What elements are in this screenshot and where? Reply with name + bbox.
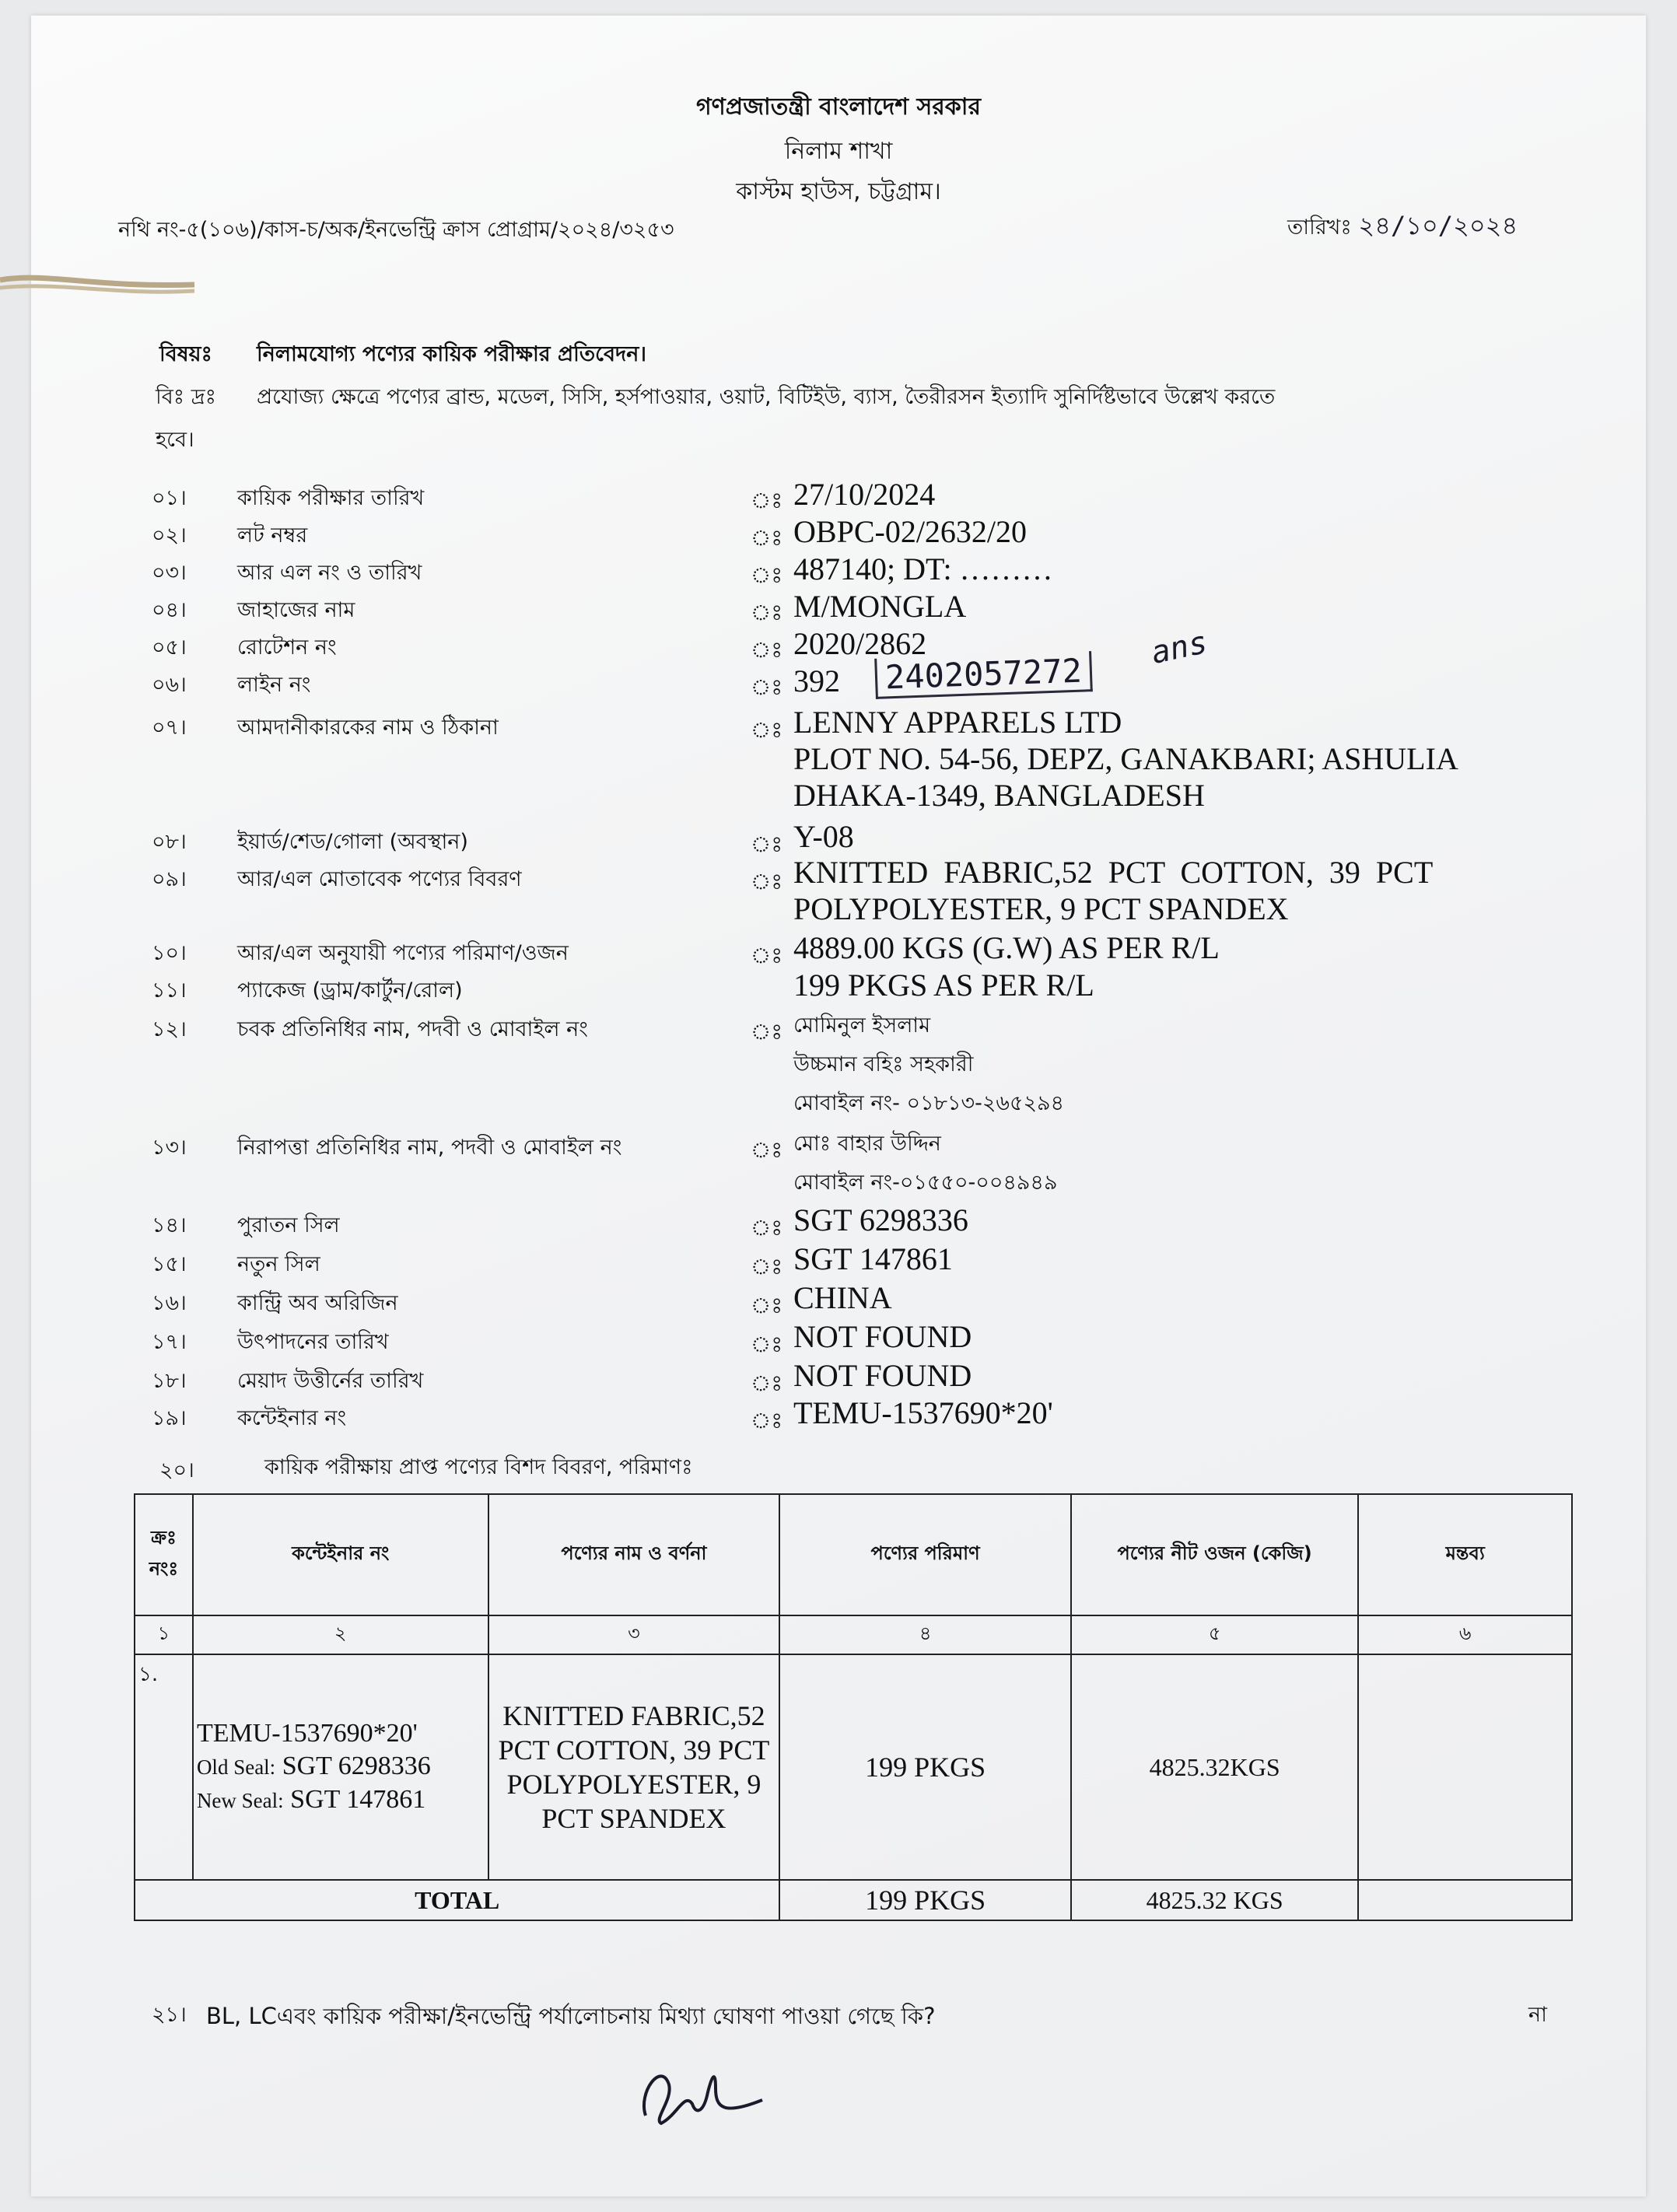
header-quantity: পণ্যের পরিমাণ — [779, 1494, 1070, 1615]
row-colon: ঃ — [751, 600, 783, 625]
header-container: কন্টেইনার নং — [193, 1494, 488, 1615]
container-number: TEMU-1537690*20' — [196, 1719, 418, 1748]
package-value: 199 PKGS AS PER R/L — [793, 968, 1094, 1003]
row-remarks — [1358, 1654, 1572, 1880]
header-net-weight: পণ্যের নীট ওজন (কেজি) — [1071, 1494, 1359, 1615]
lot-number-value: OBPC-02/2632/20 — [793, 514, 1028, 549]
row-colon: ঃ — [751, 1370, 783, 1396]
date-field — [1287, 206, 1518, 248]
row-label: পুরাতন সিল — [237, 1213, 340, 1237]
rotation-number-value: 2020/2862 — [793, 626, 927, 661]
total-net-weight: 4825.32 KGS — [1071, 1880, 1359, 1920]
row-label: নতুন সিল — [237, 1252, 320, 1276]
row-number: ১৬। — [152, 1291, 187, 1315]
subject-text: নিলামযোগ্য পণ্যের কায়িক পরীক্ষার প্রতিবেদন। — [257, 342, 646, 366]
subject-label: বিষয়ঃ — [159, 342, 212, 366]
security-rep-name: মোঃ বাহার উদ্দিন — [793, 1132, 941, 1156]
row-label: কান্ট্রি অব অরিজিন — [237, 1291, 398, 1315]
file-number: নথি নং-৫(১০৬)/কাস-চ/অক/ইনভেন্ট্রি ক্রাস প্রোগ্রাম/২০২৪/৩২৫৩ — [118, 218, 674, 242]
manufacture-date-value: NOT FOUND — [793, 1319, 972, 1354]
header-description: পণ্যের নাম ও বর্ণনা — [488, 1494, 780, 1615]
row-colon: ঃ — [751, 717, 783, 743]
total-row — [135, 1880, 1572, 1920]
cpa-rep-name: মোমিনুল ইসলাম — [793, 1013, 931, 1038]
row-number: ১৩। — [152, 1136, 187, 1160]
line-number-value: 392 — [793, 663, 840, 698]
container-info — [197, 1717, 485, 1817]
row-colon: ঃ — [751, 525, 783, 551]
old-seal-number: SGT 6298336 — [282, 1752, 431, 1780]
row-number: ১০। — [152, 941, 187, 965]
new-seal-number: SGT 147861 — [290, 1785, 426, 1814]
row-label: কন্টেইনার নং — [237, 1406, 347, 1430]
item20-number: ২০। — [159, 1458, 194, 1482]
exam-date-value: 27/10/2024 — [793, 477, 936, 512]
row-container-cell — [193, 1654, 488, 1880]
row-label: আমদানীকারকের নাম ও ঠিকানা — [237, 716, 499, 740]
row-number: ১২। — [152, 1017, 187, 1041]
column-number: ১ — [135, 1615, 193, 1654]
row-number: ১৫। — [152, 1252, 187, 1276]
row-colon: ঃ — [751, 1293, 783, 1318]
row-colon: ঃ — [751, 831, 783, 857]
row-label: জাহাজের নাম — [237, 598, 355, 622]
row-label: আর/এল অনুযায়ী পণ্যের পরিমাণ/ওজন — [237, 941, 569, 965]
total-remarks — [1358, 1880, 1572, 1920]
new-seal-line — [197, 1783, 485, 1817]
row-colon: ঃ — [751, 1254, 783, 1279]
row-label: আর/এল মোতাবেক পণ্যের বিবরণ — [237, 867, 522, 891]
row-number: ০২। — [152, 523, 187, 548]
expiry-date-value: NOT FOUND — [793, 1358, 972, 1393]
note-text: প্রযোজ্য ক্ষেত্রে পণ্যের ব্রান্ড, মডেল, সিসি, হর্সপাওয়ার, ওয়াট, বিটিইউ, ব্যাস, তৈরীরসন ইত্যাদি সুনির্দিষ্টভাবে উল্লেখ করতে — [257, 385, 1276, 409]
row-label: চবক প্রতিনিধির নাম, পদবী ও মোবাইল নং — [237, 1017, 588, 1041]
goods-description-line2: POLYPOLYESTER, 9 PCT SPANDEX — [793, 891, 1289, 926]
column-number-row — [135, 1615, 1572, 1654]
row-number: ০৯। — [152, 867, 187, 891]
header-serial: ক্রঃ নংঃ — [135, 1494, 193, 1615]
total-label: TOTAL — [135, 1880, 779, 1920]
date-label: তারিখঃ — [1287, 215, 1352, 240]
row-colon: ঃ — [751, 562, 783, 588]
row-colon: ঃ — [751, 1137, 783, 1163]
yard-value: Y-08 — [793, 819, 854, 854]
old-seal-label: Old Seal: — [196, 1755, 276, 1779]
row-number: ১৭। — [152, 1330, 187, 1354]
row-number: ০৩। — [152, 561, 187, 585]
item21-answer: না — [1528, 2003, 1547, 2027]
row-colon: ঃ — [751, 637, 783, 663]
note-label: বিঃ দ্রঃ — [156, 385, 217, 409]
row-number: ০৫। — [152, 635, 187, 660]
cpa-rep-designation: উচ্চমান বহিঃ সহকারী — [793, 1052, 974, 1076]
old-seal-value: SGT 6298336 — [793, 1202, 968, 1237]
row-label: লাইন নং — [237, 673, 311, 697]
row-number: ০১। — [152, 486, 187, 510]
row-description: KNITTED FABRIC,52 PCT COTTON, 39 PCT POLYPOLYESTER, 9 PCT SPANDEX — [488, 1654, 780, 1880]
row-label: নিরাপত্তা প্রতিনিধির নাম, পদবী ও মোবাইল নং — [237, 1136, 622, 1160]
row-colon: ঃ — [751, 1215, 783, 1241]
item21-question: BL, LCএবং কায়িক পরীক্ষা/ইনভেন্ট্রি পর্যালোচনায় মিথ্যা ঘোষণা পাওয়া গেছে কি? — [206, 2003, 936, 2029]
inspection-table — [134, 1493, 1573, 1921]
row-number: ১১। — [152, 978, 187, 1003]
table-row — [135, 1654, 1572, 1880]
row-label: প্যাকেজ (ড্রাম/কার্টুন/রোল) — [237, 978, 463, 1003]
column-number: ৩ — [488, 1615, 780, 1654]
row-number: ০৪। — [152, 598, 187, 622]
vessel-name-value: M/MONGLA — [793, 589, 967, 624]
office-address: কাস্টম হাউস, চট্টগ্রাম। — [736, 178, 941, 205]
section-title: নিলাম শাখা — [784, 138, 893, 165]
total-quantity: 199 PKGS — [779, 1880, 1070, 1920]
row-number: ০৮। — [152, 830, 187, 854]
row-label: মেয়াদ উত্তীর্নের তারিখ — [237, 1369, 424, 1393]
row-colon: ঃ — [751, 943, 783, 968]
row-label: লট নম্বর — [237, 523, 308, 548]
row-label: রোটেশন নং — [237, 635, 337, 660]
table-header-row — [135, 1494, 1572, 1615]
old-seal-line — [197, 1750, 485, 1783]
row-label: আর এল নং ও তারিখ — [237, 561, 422, 585]
security-rep-mobile: মোবাইল নং-০১৫৫০-০০৪৯৪৯ — [793, 1171, 1058, 1195]
row-number: ১৯। — [152, 1406, 187, 1430]
item20-label: কায়িক পরীক্ষায় প্রাপ্ত পণ্যের বিশদ বিবরণ, পরিমাণঃ — [264, 1455, 693, 1479]
row-label: ইয়ার্ড/শেড/গোলা (অবস্থান) — [237, 830, 468, 854]
new-seal-value: SGT 147861 — [793, 1241, 953, 1276]
row-label: কায়িক পরীক্ষার তারিখ — [237, 486, 425, 510]
column-number: ৪ — [779, 1615, 1070, 1654]
handwritten-initials: ans — [1148, 624, 1211, 672]
column-number: ২ — [193, 1615, 488, 1654]
row-number: ১৪। — [152, 1213, 187, 1237]
row-colon: ঃ — [751, 674, 783, 700]
govt-title: গণপ্রজাতন্ত্রী বাংলাদেশ সরকার — [696, 93, 981, 121]
row-colon: ঃ — [751, 488, 783, 513]
row-serial: ১. — [135, 1654, 193, 1880]
row-colon: ঃ — [751, 1332, 783, 1357]
container-number-value: TEMU-1537690*20' — [793, 1395, 1053, 1430]
row-net-weight: 4825.32KGS — [1071, 1654, 1359, 1880]
cpa-rep-mobile: মোবাইল নং- ০১৮১৩-২৬৫২৯৪ — [793, 1091, 1065, 1115]
signature — [630, 2046, 770, 2131]
note-text-continued: হবে। — [156, 428, 194, 452]
rl-number-value: 487140; DT: ……… — [793, 551, 1053, 586]
row-number: ০৬। — [152, 673, 187, 697]
country-of-origin-value: CHINA — [793, 1280, 892, 1315]
importer-name-value: LENNY APPARELS LTD — [793, 705, 1122, 740]
row-colon: ঃ — [751, 869, 783, 894]
importer-address-line1: PLOT NO. 54-56, DEPZ, GANAKBARI; ASHULIA — [793, 741, 1458, 776]
new-seal-label: New Seal: — [196, 1789, 284, 1812]
column-number: ৫ — [1071, 1615, 1359, 1654]
rl-weight-value: 4889.00 KGS (G.W) AS PER R/L — [793, 930, 1220, 965]
row-quantity: 199 PKGS — [779, 1654, 1070, 1880]
row-colon: ঃ — [751, 1408, 783, 1433]
row-colon: ঃ — [751, 1019, 783, 1045]
importer-address-line2: DHAKA-1349, BANGLADESH — [793, 778, 1205, 813]
header-remarks: মন্তব্য — [1358, 1494, 1572, 1615]
date-value: ২৪/১০/২০২৪ — [1358, 211, 1518, 240]
column-number: ৬ — [1358, 1615, 1572, 1654]
row-number: ০৭। — [152, 716, 187, 740]
row-label: উৎপাদনের তারিখ — [237, 1330, 389, 1354]
goods-description-value: KNITTED FABRIC,52 PCT COTTON, 39 PCT — [793, 855, 1434, 890]
string-tie-mark — [0, 257, 202, 303]
handwritten-line-number: 2402057272 — [874, 651, 1093, 699]
row-number: ১৮। — [152, 1369, 187, 1393]
item21-number: ২১। — [152, 2003, 187, 2027]
